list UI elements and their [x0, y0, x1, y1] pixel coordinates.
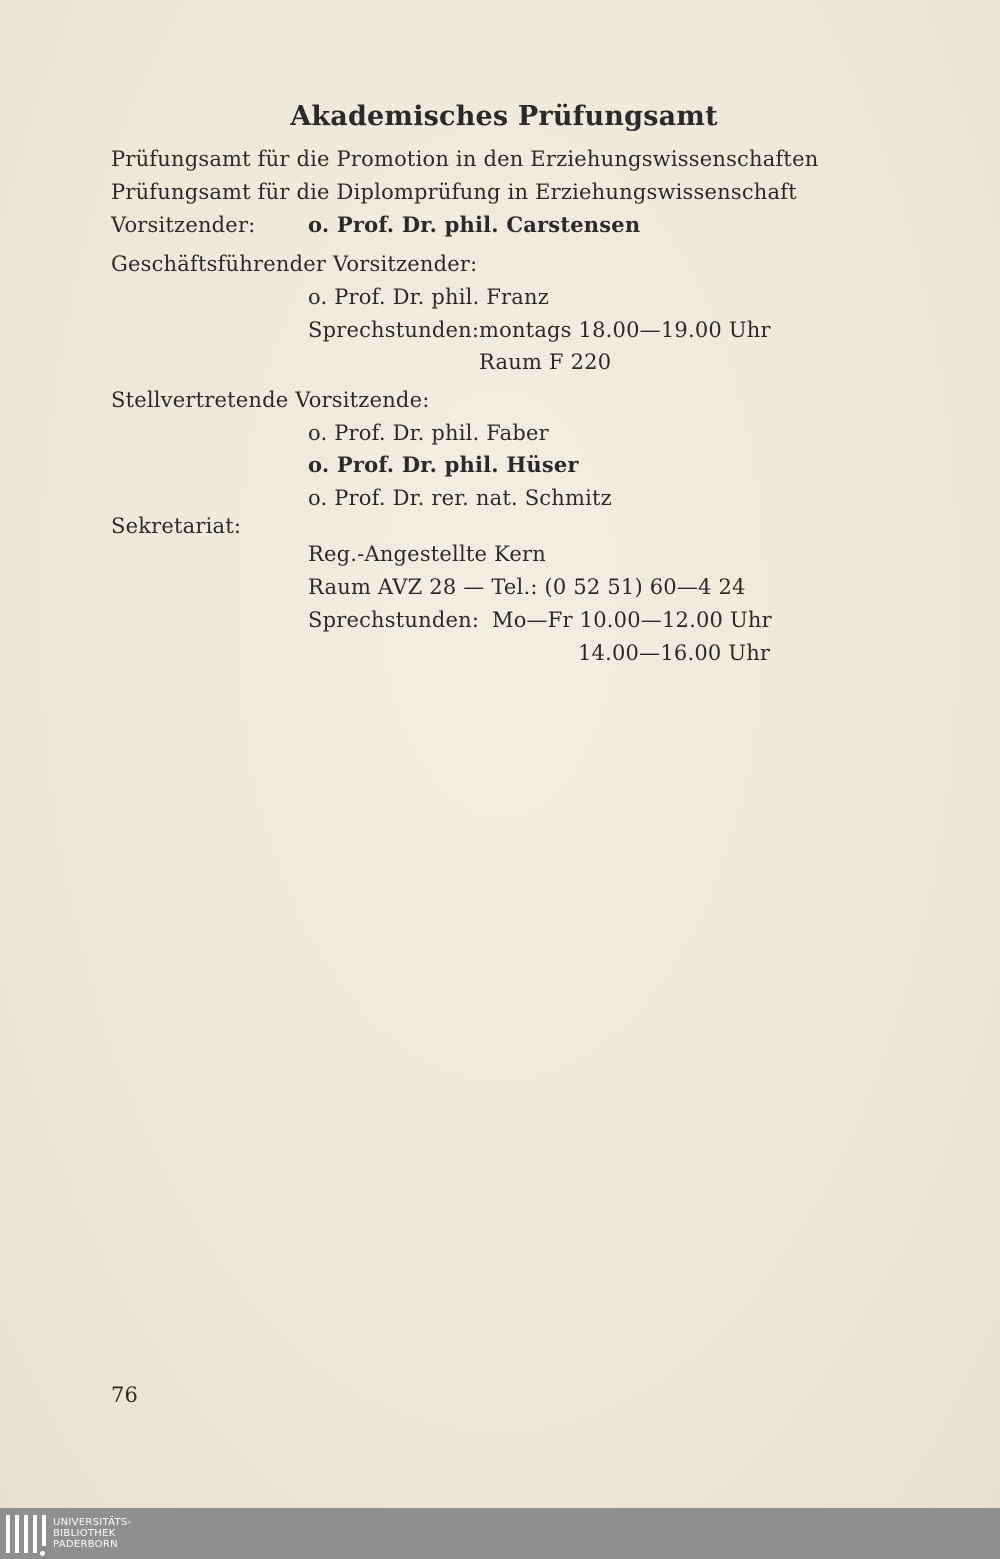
secretariat-hours: Mo—Fr 10.00—12.00 Uhr — [492, 608, 772, 632]
deputy-name: o. Prof. Dr. phil. Faber — [308, 421, 549, 445]
chair-name: o. Prof. Dr. phil. Carstensen — [308, 212, 641, 237]
text-line-promotion: Prüfungsamt für die Promotion in den Erziehungswissenschaften — [111, 147, 819, 171]
page-title: Akademisches Prüfungsamt — [290, 101, 718, 132]
deputy-name: o. Prof. Dr. phil. Hüser — [308, 452, 579, 477]
managing-chair-name: o. Prof. Dr. phil. Franz — [308, 285, 549, 309]
library-logo-text: UNIVERSITÄTS- — [53, 1517, 132, 1528]
secretariat-room: Raum AVZ 28 — Tel.: (0 52 51) 60—4 24 — [308, 575, 746, 599]
library-logo-icon — [6, 1515, 46, 1555]
deputy-label: Stellvertretende Vorsitzende: — [111, 388, 430, 412]
library-logo-text: PADERBORN — [53, 1539, 118, 1550]
library-logo-text: BIBLIOTHEK — [53, 1528, 116, 1539]
managing-hours-label: Sprechstunden: — [308, 318, 480, 342]
managing-hours: montags 18.00—19.00 Uhr — [479, 318, 771, 342]
managing-chair-label: Geschäftsführender Vorsitzender: — [111, 252, 478, 276]
text-line-diplom: Prüfungsamt für die Diplomprüfung in Erziehungswissenschaft — [111, 180, 797, 204]
library-footer-bar — [0, 1508, 1000, 1559]
chair-label: Vorsitzender: — [111, 213, 256, 237]
secretariat-hours-label: Sprechstunden: — [308, 608, 480, 632]
secretariat-hours: 14.00—16.00 Uhr — [578, 641, 771, 665]
managing-room: Raum F 220 — [479, 350, 612, 374]
library-logo-dot-icon — [40, 1551, 45, 1556]
deputy-name: o. Prof. Dr. rer. nat. Schmitz — [308, 486, 612, 510]
secretariat-name: Reg.-Angestellte Kern — [308, 542, 546, 566]
secretariat-label: Sekretariat: — [111, 514, 242, 538]
page-number: 76 — [111, 1383, 139, 1407]
